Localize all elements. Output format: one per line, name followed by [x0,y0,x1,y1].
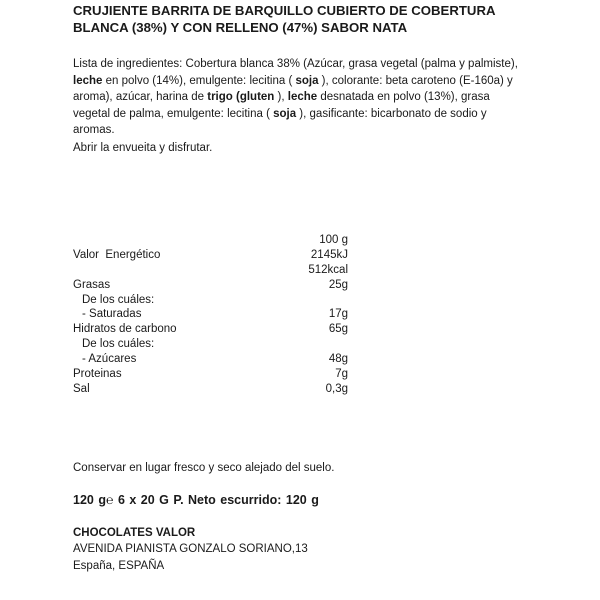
nutrient-name: De los cuáles: [82,293,155,306]
allergen-trigo: trigo (gluten [207,91,275,104]
nutrition-row [73,263,373,278]
nutrition-row [73,248,373,263]
nutrient-value: 512kcal [308,263,348,276]
nutrient-name: Valor Energético [73,248,161,261]
storage-instructions: Conservar en lugar fresco y seco alejado del suelo. [73,462,335,474]
ingredients-text: desnatada en polvo (13%), grasa vegetal de palma, emulgente: lecitina ( [73,91,490,120]
net-weight: 120 g℮ 6 x 20 G P. Neto escurrido: 120 g [73,493,319,507]
ingredients-text: en polvo (14%), emulgente: lecitina ( [102,74,296,87]
nutrient-name: Proteinas [73,368,122,381]
nutrition-row [73,352,373,367]
nutrition-row [73,278,373,293]
nutrient-value: 0,3g [325,382,348,395]
nutrient-value: 17g [328,308,348,321]
nutrient-name: Sal [73,382,90,395]
allergen-leche: leche [287,91,318,104]
company-country: España, ESPAÑA [73,559,165,572]
ingredients-text: Lista de ingredientes: Cobertura blanca 38% (Azúcar, grasa vegetal (palma y palmiste), [73,58,518,70]
nutrient-value: 2145kJ [310,248,348,261]
nutrient-name: De los cuáles: [82,338,155,351]
allergen-soja: soja [295,74,319,87]
company-address: AVENIDA PIANISTA GONZALO SORIANO,13 [73,543,308,556]
nutrition-row [73,293,373,308]
nutrition-row [73,307,373,322]
ingredients-list [73,56,521,139]
product-label [73,0,528,600]
company-name: CHOCOLATES VALOR [73,527,196,539]
nutrient-value: 48g [328,353,348,366]
nutrient-name: Hidratos de carbono [73,323,177,336]
nutrient-value: 7g [335,368,348,381]
nutrition-row [73,322,373,337]
nutrient-name: Grasas [73,278,111,291]
usage-instructions: Abrir la envueita y disfrutar. [73,142,213,154]
nutrition-row [73,367,373,382]
ingredients-text: ), [274,91,288,104]
ingredients-text: ), colorante: beta caroteno (E-160a) y aroma), azúcar, harina de [73,74,513,104]
allergen-leche: leche [73,74,103,87]
nutrient-name: - Azúcares [82,353,137,366]
ingredients-text: ), gasificante: bicarbonato de sodio y aromas. [73,107,487,137]
product-title: CRUJIENTE BARRITA DE BARQUILLO CUBIERTO DE COBERTURA BLANCA (38%) Y CON RELLENO (47%) SABOR NATA [73,3,496,35]
nutrition-row [73,337,373,352]
nutrient-value: 65g [328,323,348,336]
nutrition-header-row [73,233,373,248]
nutrient-name: - Saturadas [82,308,142,321]
nutrition-row [73,382,373,397]
nutrition-header: 100 g [319,234,348,246]
nutrition-table [73,233,373,397]
company-info [73,525,308,574]
nutrient-value: 25g [328,278,348,291]
allergen-soja: soja [273,107,297,120]
